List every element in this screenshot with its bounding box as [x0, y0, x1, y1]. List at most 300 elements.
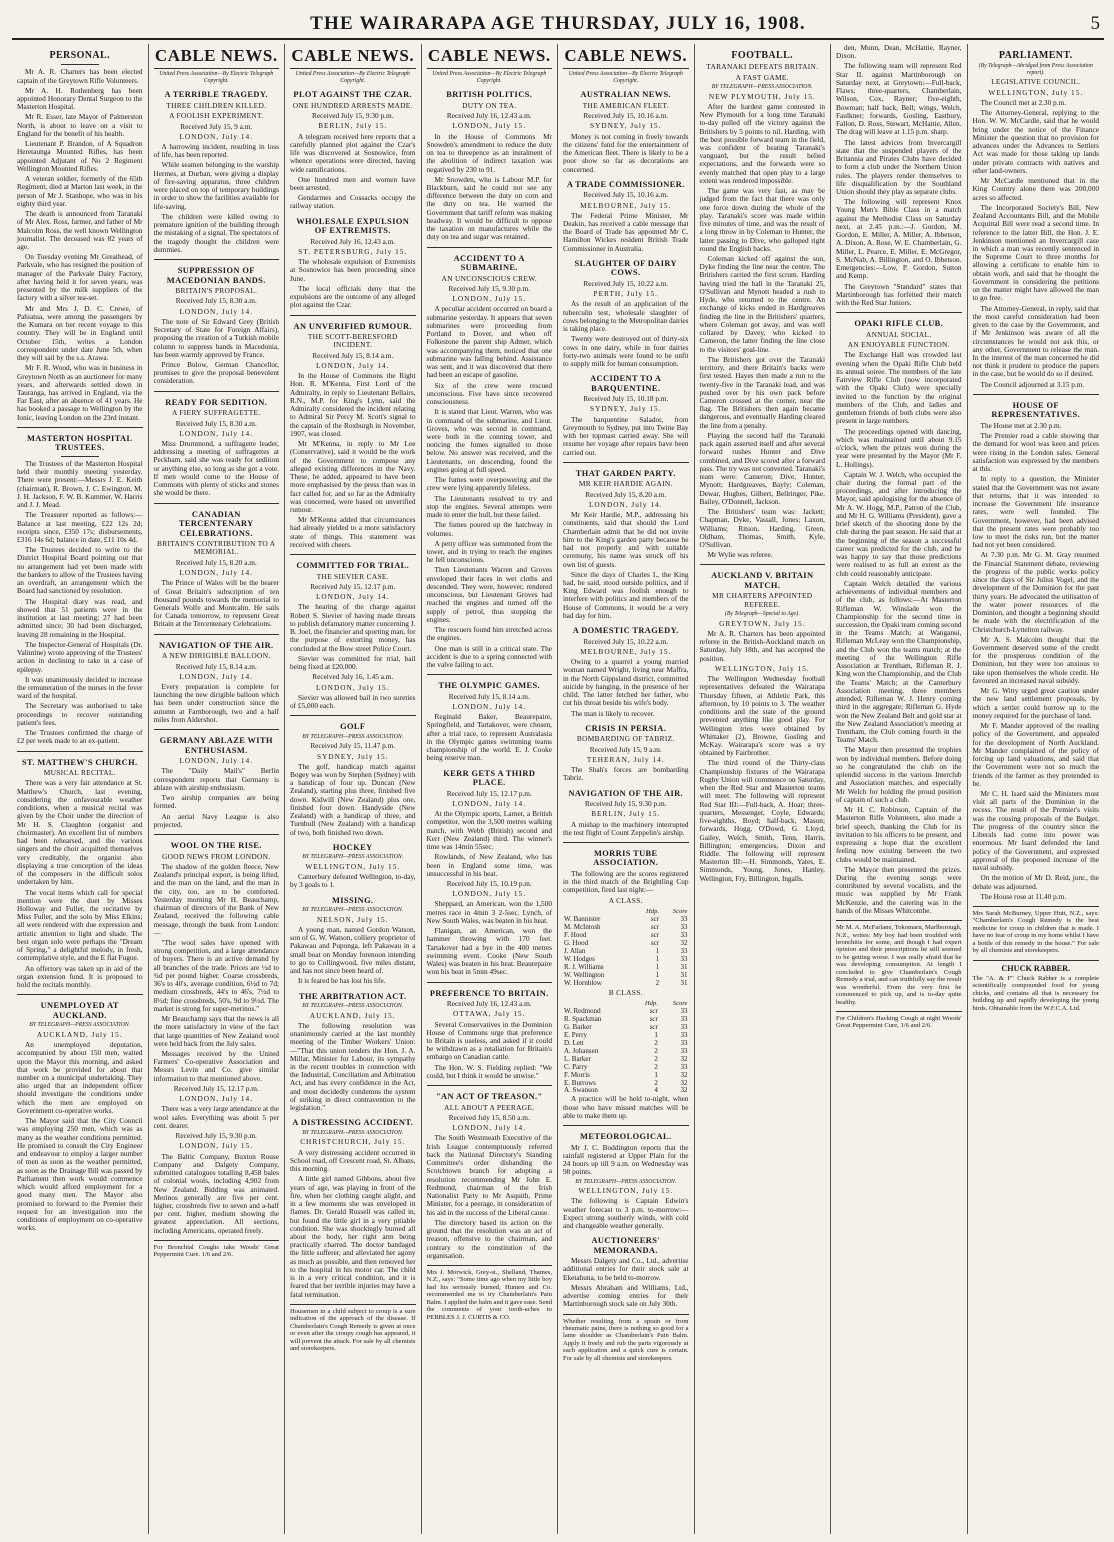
paragraph: An unemployed deputation, accompanied by about 150 men, waited upon the Mayor this morning, and asked that work be provided for about that number on a municipal undertaking. They also urged that an independent officer should investigate the conditions under which the men are employed on Government co-operative works.	[17, 1040, 143, 1115]
submarine-sub: AN UNCONSCIOUS CREW.	[441, 273, 537, 283]
paragraph: The Wellington Wednesday football representatives defeated the Wairarapa Thursday fifteen, at Athletic Park, this afternoon, by 10 points to 3. The weather conditions and the state of the ground prevented anything like good play. For Wellington tries were obtained by Whittaker (2), Browne, Gosling and McKay. Wairarapa's score was a try obtained by Fairbrother.	[699, 674, 825, 758]
advertisement-chuck-rabber	[973, 960, 1100, 1012]
masthead-title: THE WAIRARAPA AGE THURSDAY, JULY 16, 1908.	[310, 13, 806, 34]
paragraph: Rowlands, of New Zealand, who has been in England some time, was unsuccessful in his heat.	[426, 852, 552, 878]
golf-received: Received July 15, 11.47 p.m.	[310, 741, 396, 751]
auckland-items	[700, 630, 826, 663]
wool-dateline2: LONDON, July 15.	[179, 1141, 254, 1151]
parliament-byline: (By Telegraph—Abridged from Press Association report).	[978, 63, 1093, 76]
paragraph: One man is still in a critical state. The accident is due to a spring connected with the valve failing to act.	[426, 643, 552, 670]
trial-received2: Received July 16, 1.45 a.m.	[312, 672, 394, 682]
paragraph: Mr J. C. Boddington reports that the rainfall registered at Upper Plain for the 24 hours up till 9 a.m. on Wednesday was 98 points.	[563, 1142, 689, 1177]
opaki-items	[836, 351, 962, 915]
chuck-rabber-heading: CHUCK RABBER.	[1001, 963, 1071, 973]
paragraph: Mr Beauchamp says that the news is all the more satisfactory in view of the fact that large quantities of New Zealand wool were held back from the July sales.	[153, 1014, 279, 1048]
treason-sub: ALL ABOUT A PEERAGE.	[444, 1102, 535, 1112]
score-cell: A. Johansen	[564, 1046, 599, 1055]
score-cell: scr	[650, 939, 660, 948]
dairy-dateline: PERTH, July 15.	[593, 289, 658, 299]
telegraph-byline: BY TELEGRAPH—PRESS ASSOCIATION.	[302, 854, 404, 861]
paragraph: The Hospital diary was read, and showed that 51 patients were in the institution at last meeting; 27 had been admitted since; 30 had been discharged, leaving 28 remaining in the Hospital.	[17, 596, 143, 639]
met-items	[563, 1144, 689, 1177]
score-cell: W. Redmond	[564, 1007, 601, 1016]
paragraph: The vocal items which call for special mention were the duet by Misses Holloway and Fuller, the recitative by Miss Fuller, and the solo by Miss Elkins; all were rendered with due expression and artistic attention to light and shade. The best organ solo were perhaps the "Dream of Spring," a delightful melody, in fresh, contemplative style, and the E flat Fugue.	[17, 887, 143, 963]
submarine-heading: ACCIDENT TO A SUBMARINE.	[453, 253, 525, 273]
kerr-items	[427, 810, 553, 878]
paragraph: The children were killed owing to premature ignition of the building through the mistaking of a signal. The spectators of the tragedy thought the children were dummies.	[153, 211, 280, 254]
score-cell: E. Perry	[564, 1031, 587, 1040]
paragraph: In the House of Commons the Right Hon. R. M'Kenna, First Lord of the Admiralty, in reply to Lieutenant Bellairs, R.N., M.P. for King's Lynn, said the Admiralty considered the incident relating to Admiral Sir Percy M. Scott's signal to the captain of the Roxburgh in November, 1907, was closed.	[290, 371, 416, 438]
parliament-heading: PARLIAMENT.	[998, 50, 1073, 61]
unemployed-heading: UNEMPLOYED AT AUCKLAND.	[40, 1001, 119, 1020]
score-cell: W. Bannister	[564, 915, 601, 924]
met-heading: METEOROLOGICAL.	[580, 1132, 672, 1142]
telegraph-byline: BY TELEGRAPH—PRESS ASSOCIATION.	[575, 1178, 677, 1185]
macedonian-items	[154, 318, 280, 386]
score-cell: scr	[650, 923, 660, 932]
paragraph: Mr A. R. Charters has been appointed referee in the British-Auckland match on Saturday, July 18th, and has accepted the position.	[699, 628, 825, 663]
paragraph: "The wool sales have opened with strong competition, and a large attendance of buyers. There is an active demand by all branches of the trade. Prices are ½d to ¾d per pound higher. Coarse crossbreds, 36's to 40's, average condition, 6½d to 7d; medium crossbreds, 44's to 46's, 7½d to 8½d; fine crossbreds, 50's, 9d to 9½d. The market is strong for super-merinos."	[153, 937, 279, 1013]
paragraph: One hundred men and women have been arrested.	[290, 174, 416, 193]
score-cell: 31	[680, 962, 688, 971]
hockey-dateline: WELLINGTON, July 15.	[305, 861, 401, 871]
morris-class-b: B CLASS.	[608, 987, 643, 997]
advertisement: Whether resulting from a sprain or from rheumatic pains, there is nothing so good for a lame shoulder as Chamberlain's Pain Balm. Apply it freely and rub the parts vigorously at each application and a quick cure is certain. For sale by all chemists and storekeepers.	[563, 1314, 689, 1363]
paragraph: Then Lieutenants Warren and Groves enveloped their faces in wet cloths and descended. They were, however, rendered unconscious, but Lieutenant Groves had reached the engines and turned off the supply of petrol, thus stopping the engines.	[426, 565, 552, 624]
macedonian-received: Received July 15, 8.30 a.m.	[175, 296, 257, 306]
auctioneers-items	[563, 1257, 689, 1308]
paragraph: There was a very large attendance at the wool sales. Everything was about 5 per cent. dearer.	[153, 1104, 279, 1130]
politics-items	[427, 133, 553, 242]
canadian-heading: CANADIAN TERCENTENARY CELEBRATIONS.	[178, 509, 254, 538]
paragraph: Gendarmes and Cossacks occupy the railway station.	[290, 193, 416, 211]
football-items	[700, 103, 826, 560]
paragraph: The golf, handicap match against Bogey was won by Stephen (Sydney) with a handicap of four up. Duncan (New Zealand), starting plus three, finished five down. Kidwill (New Zealand) plus one, finished four down. Handyside (New Zealand) with a handicap of three, and Turnbull (New Zealand) with a handicap of two, both finished two down.	[290, 761, 416, 837]
wool-received: Received July 15, 12.17 p.m.	[173, 1083, 259, 1093]
trial-dateline2: LONDON, July 15.	[315, 682, 390, 692]
parliament-items	[973, 99, 1100, 389]
auckland-dateline2: WELLINGTON, July 15.	[714, 663, 810, 673]
masthead	[12, 8, 1104, 40]
paragraph: A mishap to the machinery interrupted the test flight of Count Zeppelin's airship.	[563, 819, 689, 837]
paragraph: The shadow of the golden fleece, New Zealand's principal export, is being lifted, and the man on the land, and the man in the city, too, are to be comforted. Yesterday morning Mr H. Beauchamp, chairman of directors of the Bank of New Zealand, received the following cable message, through the bank from London:—	[153, 861, 279, 937]
advertisement: Mrs Sarah McBurney, Upper Hutt, N.Z., says: "Chamberlain's Cough Remedy is the best medicine for croup in children that is made. I have no fear of croup in my home whilst I have a bottle of this remedy in the house." For sale by all chemists and storekeepers.	[973, 906, 1100, 955]
paragraph: Canterbury defeated Wellington, to-day, by 3 goals to 1.	[290, 872, 416, 890]
score-table-header: Score	[672, 908, 688, 916]
paragraph: While seamen belonging to the warship Hermes, at Durban, were giving a display of fire-saving apparatus, three children were placed on top of temporary buildings in order to show the facilities available for life-saving.	[153, 160, 279, 211]
trial-sub: THE SIEVIER CASE.	[316, 571, 389, 581]
paragraph: Mr McCardle mentioned that in the King Country alone there was 200,000 acres so affected.	[972, 176, 1099, 202]
score-cell: 32	[680, 939, 688, 948]
paragraph: On the motion of Mr D. Reid, junr., the debate was adjourned.	[972, 873, 1099, 891]
preference-dateline: OTTAWA, July 15.	[453, 1009, 526, 1019]
score-cell: 33	[680, 1039, 688, 1048]
paragraph: The House met at 2.30 p.m.	[980, 420, 1062, 430]
score-cell: scr	[649, 1023, 658, 1032]
score-cell: E. Burrows	[564, 1078, 596, 1087]
score-cell: scr	[650, 931, 660, 940]
domestic-items	[563, 658, 689, 718]
paragraph: It is feared he has lost his life.	[298, 976, 386, 986]
paragraph: Since the days of Charles I., the King had, he said, stood outside politics, and if King Edward was foolish enough to interfere with politics and members of the House of Commons, it would be a very bad day for him.	[563, 569, 689, 620]
paragraph: The following resolution was unanimously carried at the last monthly meeting of the Timber Workers' Union:—"That this union tenders the Hon. J. A. Millar, Minister for Labour, its sympathy in the recent troubles in connection with the Industrial, Conciliation and Arbitration Act, and has every confidence in the Act, and most decidedly condemns the system of striking in direct contravention to the legislation."	[290, 1020, 416, 1113]
garden-party-heading: THAT GARDEN PARTY.	[575, 468, 676, 478]
paragraph: The hearing of the charge against Robert S. Sievier of having made threats to publish defamatory matter concerning J. B. Joel, the financier and sporting man, for the purpose of extorting money, has concluded at the Bow street Police Court.	[290, 602, 416, 653]
telegraph-byline: BY TELEGRAPH—PRESS ASSOCIATION.	[302, 1003, 404, 1010]
press-note: United Press Association—By Electric Telegraph Copyright.	[159, 71, 274, 84]
paragraph: The Premier read a cable showing that the demand for wool was keen and prices were rising in the London sales. General satisfaction was expressed by the members at this.	[972, 431, 1099, 474]
paragraph: Mr C. H. Isard said the Ministers must visit all parts of the Dominion in the recess. The result of the Premier's visits was the rousing proposals of the Budget. The progress of the country since the Liberals had come into power was enormous. Mr Isard defended the land policy of the Government, and expressed approval of the proposed increase of the naval subsidy.	[972, 789, 1099, 873]
paragraph: The "Daily Mail's" Berlin correspondent reports that Germany is ablaze with airship enthusiasm.	[153, 766, 279, 792]
score-cell: R. J. Williams	[564, 962, 604, 971]
paragraph: The Trustees of the Masterton Hospital held their monthly meeting yesterday. There were present:—Messrs J. E. Keith (chairman), R. Brown, J. C. Ewington, M. J. H. Jackson, F. W. B. Kummer, W. Harris and J. J. Mead.	[17, 458, 143, 510]
advertisement: For Bronchial Coughs take Woods' Great Peppermint Cure. 1/6 and 2/6.	[154, 1240, 280, 1259]
score-cell: L. Barker	[564, 1054, 591, 1063]
navig-heading: NAVIGATION OF THE AIR.	[568, 788, 684, 798]
wool-dateline: LONDON, July 14.	[179, 1094, 254, 1104]
opaki-sub: ANNUAL SOCIAL.	[865, 329, 932, 339]
score-cell: R. Spackman	[564, 1015, 602, 1024]
opaki-heading: OPAKI RIFLE CLUB.	[854, 319, 944, 329]
telegraph-byline: BY TELEGRAPH—PRESS ASSOCIATION.	[302, 1129, 404, 1136]
preference-received: Received July 16, 12.43 a.m.	[446, 999, 532, 1009]
paragraph: The Britishers' team was: Jackett; Chapman, Dyke, Vassall, Jones; Laxon, Williams; Ritson, Harding, Green, Oldham, Thomas, Smith, Kyle, O'Sullivan.	[699, 507, 825, 549]
paragraph: The Inspector-General of Hospitals (Dr. Valintine) wrote approving of the Trustees' action in declining to take in a case of epilepsy.	[17, 639, 143, 674]
paragraph: A young man, named Gordon Watson, son of G. W. Watson, colliery proprietor of Pakawau and Puponga, left Pakawau in a small boat on Monday forenoon intending to go to Collingwood, five miles distant, and has not since been heard of.	[290, 924, 416, 976]
garden-party-received: Received July 15, 8.20 a.m.	[585, 489, 667, 499]
score-cell: 32	[680, 1086, 688, 1095]
tragedy-items	[154, 143, 280, 254]
paragraph: The Exchange Hall was crowded last evening when the Opaki Rifle Club held its annual soiree. The members of the late Fairview Rifle Club (now incorporated with the Opaki Club) were specially invited to the function by the original members of the Club, and ladies and gentlemen friends of both clubs were also present in large numbers.	[836, 350, 962, 426]
missing-items	[290, 926, 416, 986]
score-cell: 31	[680, 970, 688, 979]
score-cell: 1	[655, 962, 660, 971]
paragraph: At the Olympic sports, Larner, a British competitor, won the 3,500 metres walking match, with Webb (British) second and Kerr (New Zealand) third. The winner's time was 14min 55sec.	[426, 809, 552, 852]
tragedy-dateline: LONDON, July 14.	[179, 131, 254, 141]
morris-heading: MORRIS TUBE ASSOCIATION.	[593, 848, 659, 868]
paragraph: Mr A. R. Charters has been elected captain of the Greytown Rifle Volunteers.	[17, 67, 143, 85]
auckland-items2	[700, 675, 826, 883]
score-cell: 1	[655, 970, 660, 979]
column-8	[968, 44, 1105, 1534]
score-cell: A. Swanson	[564, 1086, 598, 1095]
auckland-sub: MR CHARTERS APPOINTED REFEREE.	[712, 591, 813, 609]
politics-received: Received July 16, 12.43 a.m.	[446, 111, 532, 121]
paragraph: The Federal Prime Minister, Mr Deakin, has received a cable message that the Board of Trade has appointed Mr C. Hamilton Wickes resident British Trade Commissioner in Australia.	[563, 210, 689, 253]
unemployed-items	[17, 1041, 143, 1232]
paragraph: Sievier was committed for trial, bail being fixed at £20,000.	[290, 653, 416, 672]
paragraph: Six of the crew were rescued unconscious. Five have since recovered consciousness.	[426, 380, 552, 407]
paragraph: A telegram received here reports that a carefully planned plot against the Czar's life was discovered at Sosnowice, from whence operations were directed, having wide ramifications.	[290, 131, 416, 174]
paragraph: The Trustees confirmed the charge of £2 per week made to an ex-patient.	[17, 728, 143, 746]
extremists-heading: WHOLESALE EXPULSION OF EXTREMISTS.	[296, 216, 410, 236]
extremists-dateline: ST. PETERSBURG, July 15.	[298, 246, 408, 256]
scott-heading: AN UNVERIFIED RUMOUR.	[293, 321, 412, 331]
trial-dateline: LONDON, July 14.	[315, 592, 390, 602]
persia-dateline: TEHERAN, July 14.	[586, 754, 665, 764]
score-table-header: Hdp.	[644, 999, 658, 1007]
paragraph: Miss Drummond, a suffragette leader, addressing a meeting of suffragettes at Peckham, said she was ready for sedition or anything else, so long as she got a vote. If men would come to the House of Commons with plenty of sticks and stones she would be there.	[153, 439, 279, 498]
submarine-dateline: LONDON, July 15.	[452, 294, 527, 304]
paragraph: Twenty were destroyed out of thirty-six cows in one dairy, while in four dairies forty-two animals were found to be unfit to supply milk for human consumption.	[563, 334, 689, 368]
czar-received: Received July 15, 9.30 p.m.	[312, 111, 394, 121]
paragraph: The Mayor then presented the trophies won by individual members. Before doing so he congratulated the club on the splendid success in the various Interclub and Association matches, and especially Mr Welch for holding the proud position of captain of such a club.	[836, 745, 962, 804]
wool-items	[154, 863, 280, 1083]
score-cell: 33	[680, 1046, 688, 1055]
paragraph: A very distressing accident occurred in School road, off Crescent road, St. Albans, this morning.	[290, 1147, 416, 1174]
persia-heading: CRISIS IN PERSIA.	[585, 723, 667, 733]
paragraph: Mr Wylie was referee.	[707, 550, 773, 560]
score-table-header: Hdp.	[646, 908, 660, 916]
score-cell: scr	[649, 1007, 658, 1016]
navig-received: Received July 15, 9.30 p.m.	[585, 799, 667, 809]
chuck-rabber-text: The "A. & F" Chuck Rabber is a complete scientifically compounded food for young chicks, and contains all that is necessary for building up and rapidly developing the young birds. Obtainable from the W.F.C.A. Ltd.	[972, 974, 1099, 1012]
football-sub2: A FAST GAME.	[735, 72, 789, 82]
paragraph: The Lieutenants resolved to try and stop the engines. Several attempts were made to enter the hull, but these failed.	[426, 493, 552, 520]
paragraph: The local officials deny that the expulsions are the outcome of any alleged plot against the Czar.	[290, 283, 416, 310]
page-number: 5	[1090, 13, 1100, 34]
paragraph: Flanigan, an American, won the hammer throwing with 170 feet. Tartakover had a bye in the 400 metres swimming event. Cooke (New South Wales) was beaten in his heat. Beaurepaire won his heat in 5min 49sec.	[426, 926, 552, 977]
paragraph: The Hon. W. S. Fielding replied: "We could, but I think it would be unwise."	[426, 1062, 552, 1080]
paragraph: Mr Keir Hardie, M.P., addressing his constituents, said that should the Lord Chamberlain admit that he did not invite him to the King's garden party because he had not properly and with suitable ceremony, his name was struck off his own list of guests.	[563, 510, 689, 569]
auckland-byline: (By Telegraph—Special to Age).	[724, 611, 800, 618]
column-4	[422, 44, 559, 1534]
house-heading: HOUSE OF REPRESENTATIVES.	[991, 400, 1081, 420]
score-cell: 33	[680, 915, 688, 924]
submarine-items	[427, 305, 553, 669]
paragraph: As the result of an application of the tuberculin test, wholesale slaughter of cows belonging to the Metropolitan dairies is taking place.	[563, 299, 689, 334]
column-6	[695, 44, 832, 1534]
olympic-received: Received July 15, 8.14 a.m.	[448, 691, 530, 701]
paragraph: The Council adjourned at 3.15 p.m.	[980, 379, 1085, 389]
golf-items	[290, 763, 416, 837]
score-cell: 1	[654, 1031, 658, 1040]
paragraph: The fumes poured up the hatchway in volumes.	[426, 520, 552, 538]
parliament-sub: LEGISLATIVE COUNCIL.	[991, 77, 1081, 87]
score-cell: 1	[655, 954, 660, 963]
accident-dateline: CHRISTCHURCH, July 15.	[300, 1137, 406, 1147]
score-cell: 2	[654, 1054, 658, 1063]
fleet-dateline: SYDNEY, July 15.	[590, 121, 662, 131]
paragraph: Mr F. Mander approved of the reading policy of the Government, and appealed for the development of North Auckland. Mr Mander complained of the policy of forcing up land valuations, and said that the Government were not so much the friends of the farmer as they pretended to be.	[972, 721, 1099, 788]
score-cell: F. Morris	[564, 1070, 590, 1079]
paragraph: On Tuesday evening Mr Greathead, of Parkvale, who has resigned the position of manager of the Parkvale Dairy Factory, after having held it for seven years, was presented by the milk suppliers of the factory with a silver tea-set.	[17, 252, 143, 303]
paragraph: Mr M'Kenna, in reply to Mr Lee (Conservative), said it would be the work of the Government to compose any alleged existing differences in the Navy. These, he added, appeared to have been more emphasised by the press than was in fact called for, and so far as the Admiralty was concerned, were based on unverified rumour.	[290, 439, 416, 514]
kerr-heading: KERR GETS A THIRD PLACE.	[443, 768, 536, 788]
paragraph: Messrs Dalgety and Co., Ltd., advertise additional entries for their stock sale at Eketahuna, to be held to-morrow.	[563, 1256, 689, 1282]
domestic-received: Received July 15, 10.22 a.m.	[583, 636, 669, 646]
paragraph: The man is likely to recover.	[571, 708, 655, 718]
column-2	[149, 44, 286, 1534]
score-cell: W. Wellington	[564, 970, 605, 979]
czar-items	[290, 133, 416, 211]
house-items	[973, 422, 1100, 901]
missing-dateline: NELSON, July 15.	[316, 914, 389, 924]
paragraph: The Attorney-General, replying to the Hon. W. W. McCardle, said that he would bring under the notice of the Finance Minister the question that no provision for advances under the Advances to Settlers Act was made for those taking up lands under private contracts with natives and other land-owners.	[972, 108, 1099, 175]
paragraph: After the hardest game contested in New Plymouth for a long time Taranaki to-day pulled off the victory against the Britishers by 5 points to nil. Harding, with the best possible forward team in the field, was confident of beating Taranaki's vanguard, but the result belied expectations, and the forwards were so evenly matched that open play to a large extent was rendered impossible.	[699, 101, 825, 185]
treason-items	[427, 1134, 553, 1260]
score-table-header: Score	[672, 999, 688, 1007]
politics-dateline: LONDON, July 15.	[452, 121, 527, 131]
tragedy-received: Received July 15, 9 a.m.	[180, 121, 253, 131]
paragraph: In the House of Commons Mr Snowden's amendment to reduce the duty on tea to threepence as an instalment of the abolition of indirect taxation was negatived by 230 to 91.	[426, 131, 552, 174]
score-cell: J. Allan	[564, 947, 586, 956]
score-cell: F. Hood	[564, 931, 587, 940]
met-items2	[563, 1197, 689, 1230]
stmatthews-sub: MUSICAL RECITAL.	[43, 768, 116, 778]
paragraph: Mr M'Kenna added that circumstances had already yielded to a more satisfactory state of things. This statement was received with cheers.	[290, 515, 416, 549]
score-cell: 1	[654, 1070, 658, 1079]
opaki-sub2: AN ENJOYABLE FUNCTION.	[847, 340, 950, 350]
advertisement: Housemen in a child subject to croup is a sure indication of the approach of the disease. If Chamberlain's Cough Remedy is given at once or even after the croupy cough has appeared, it will prevent the attack. For sale by all chemists and storekeepers.	[290, 1304, 416, 1353]
score-table-b	[563, 999, 689, 1095]
column-1	[12, 44, 149, 1534]
preference-heading: PREFERENCE TO BRITAIN.	[429, 988, 549, 998]
paragraph: Mr A. S. Malcolm thought that the Government deserved some of the credit for the prosperous condition of the Dominion, but they were too anxious to take upon themselves the whole credit. He favoured an increased naval subsidy.	[972, 634, 1099, 685]
paragraph: Mr R. Esser, late Mayor of Palmerston North, is about to leave on a visit to England for the benefit of his health.	[17, 112, 143, 138]
fleet-sub: THE AMERICAN FLEET.	[582, 100, 669, 110]
paragraph: Two airship companies are being formed.	[153, 793, 279, 811]
morris-intro: The following are the scores registered in the third match of the Brightling Cup competition, fired last night:—	[563, 868, 689, 895]
paragraph: The note of Sir Edward Grey (British Secretary of State for Foreign Affairs), proposing the creation of a Turkish mobile column to suppress bands in Macedonia, has been warmly approved by France.	[153, 316, 279, 359]
paragraph: Sheppard, an American, won the 1,500 metres race in 4min 3 2-5sec. Lynch, of New South Wales, was beaten in his heat.	[426, 899, 552, 925]
press-note: United Press Association—By Electric Telegraph Copyright.	[432, 71, 547, 84]
paragraph: Owing to a quarrel a young married woman named Wright, living near Maffra, in the North Gippsland district, committed suicide by hanging, in the presence of her child. The latter fetched her father, who cut his throat beside his wife's body.	[563, 657, 689, 708]
paragraph: The South Westmeath Executive of the Irish League contemptuously referred back the National Directory's Standing Committee's order disbanding the Scotchtown branch for adopting a resolution recommending Mr John E. Redmond, chairman of the Irish Nationalist Party to Mr Asquith, Prime Minister, for a peerage, in consideration of his aid in the success of the Liberal cause.	[426, 1133, 552, 1217]
morris-class-a: A CLASS.	[608, 895, 643, 905]
airship-received: Received July 15, 8.14 a.m.	[175, 661, 257, 671]
paragraph: The Prince of Wales will be the bearer of Great Britain's subscription of ten thousand pounds towards the memorial to Generals Wolfe and Montcalm. He sails for Canada tomorrow, to represent Great Britain at the Tercentenary Celebrations.	[153, 578, 279, 629]
germany-heading: GERMANY ABLAZE WITH ENTHUSIASM.	[159, 736, 273, 755]
paragraph: The wholesale expulsion of Extremists at Sosnowice has been proceeding since June.	[290, 257, 416, 283]
paragraph: The Britishers got over the Taranaki territory, and there Britain's backs were first tested. Hayes then made a run to the twenty-five in the Taranaki lead, and was pushed over by his own pack before Cameron crossed at the corner, near the flag. The Britishers then again became dangerous, and eventually Harding cleared the line from a penalty.	[699, 354, 825, 430]
barque-items	[563, 416, 689, 457]
olympic-dateline: LONDON, July 14.	[452, 702, 527, 712]
olympic-items	[427, 713, 553, 762]
airship-items	[154, 683, 280, 724]
score-cell: 2	[654, 1039, 658, 1048]
scott-dateline: LONDON, July 14.	[315, 361, 390, 370]
score-cell: 33	[680, 947, 688, 956]
paragraph: The latest advices from Invercargill state that the suspended players of the Britannia and Pirates Clubs have decided to form a club under the Northern Union rules. The players render themselves to life disqualification by the Southland Union should they play as separate clubs.	[836, 137, 962, 196]
paragraph: Reginald Baker, Beaurepaire, Springfield, and Tartakover, were chosen, after a trial race, to represent Australasia in the Olympic games swimming teams championship of the world. E. J. Cooke being reserve man.	[426, 712, 552, 763]
suffragette-dateline: LONDON, July 14.	[179, 428, 254, 438]
suffragette-heading: READY FOR SEDITION.	[165, 397, 268, 407]
teams-items	[836, 44, 962, 307]
column-3	[285, 44, 422, 1534]
paragraph: Mr F. R. Wood, who was in business in Greytown North as an auctioneer for many years, and afterwards settled down in Tauranga, has arrived in England, via the Far East, after an absence of 41 years. He has booked a passage to Wellington by the Ionic, leaving London on the 23rd instant.	[17, 363, 143, 422]
column-5	[558, 44, 695, 1534]
auctioneers-heading: AUCTIONEERS' MEMORANDA.	[591, 1236, 661, 1255]
morris-outro: A practice will be held to-night, when those who have missed matches will be able to make them up.	[563, 1094, 689, 1120]
fleet-items	[563, 133, 689, 174]
stmatthews-heading: ST. MATTHEW'S CHURCH.	[21, 757, 138, 767]
paragraph: An aerial Navy League is also projected.	[153, 811, 279, 829]
garden-party-dateline: LONDON, July 14.	[588, 499, 663, 509]
paragraph: Captain W. J. Welch, who occupied the chair during the formal part of the proceedings, and after introducing the Mayor, said apologising for the absence of Mr A. W. Hogg, M.P., Patron of the Club, and Mr H. G. Williams (President), gave a brief sketch of the shooting done by the club during the past season. He said that at the beginning of the season a successful career was predicted for the club, and he was happy to say that those predictions were realised to as full an extent as the club could reasonably anticipate.	[836, 469, 962, 578]
kerr-received2: Received July 15, 10.19 p.m.	[446, 878, 532, 888]
trial-received: Received July 15, 12.17 p.m.	[310, 582, 396, 591]
paragraph: Mr Snowden, who is Labour M.P. for Blackburn, said he could not see any difference between the duty on corn and the duty on tea. He warned the Government that tariff reform was making headway. It would be difficult to oppose the taxation on manufactures while the duty on tea and sugar was retained.	[426, 174, 552, 242]
macedonian-heading: SUPPRESSION OF MACEDONIAN BANDS.	[166, 266, 266, 285]
paragraph: The Treasurer reported as follows:—Balance at last meeting, £22 12s 2d; receipts since, £350 17s; disbursements, £316 14s 6d; balance in date, £11 10s 4d.	[17, 510, 143, 544]
paragraph: The Baltic Company, Buxton Rouse Company and Dalgety Company, submitted catalogues totalling 8,458 bales of colonial wools, including 4,902 from New Zealand. Bidding was animated. Merinos generally are five per cent. higher, crossbreds five to seven and a-half per cent. higher, medium showing the greatest appreciation. All sections, including Americans, operated freely.	[153, 1151, 279, 1235]
paragraph: Prince Bulow, German Chancellor, promises to give the proposal benevolent consideration.	[153, 359, 279, 386]
scott-items	[290, 372, 416, 549]
golf-heading: GOLF	[340, 722, 366, 732]
dairy-items	[563, 300, 689, 368]
arbitration-items	[290, 1022, 416, 1113]
advertisement: Mr M. A. McFarlane, Tokomaru, Marlborough, N.Z., writes: My boy had been troubled with bronchitis for some, and though I had expert opinion and their prescriptions he still seemed to be getting worse. I was really afraid that he was developing consumption. At length I concluded to give Chamberlain's Cough Remedy a trial, and can truthfully say the result was wonderful. From the very first he commenced to pick up, and is to-day quite healthy.	[836, 920, 962, 1006]
telegraph-byline: BY TELEGRAPH—PRESS ASSOCIATION.	[29, 1022, 131, 1029]
paragraph: Several Conservatives in the Dominion House of Commons urge that preference to Britain is useless, and asked if it could be withdrawn as a retaliation for Britain's embargo on Canadian cattle.	[426, 1019, 552, 1062]
score-cell: G. Hood	[564, 939, 589, 948]
score-cell: scr	[650, 915, 660, 924]
stmatthews-items	[17, 779, 143, 989]
score-cell: 2	[654, 1078, 658, 1087]
paragraph: Mr A. H. Rothenberg has been appointed Honorary Dental Surgeon to the Masterton Hospital.	[17, 85, 143, 112]
kerr-dateline2: LONDON, July 15.	[452, 889, 527, 899]
paragraph: Every preparation is complete for launching the new dirigible balloon which has been under construction since the autumn at Farnborough, two and a half miles from Aldershot.	[153, 682, 279, 724]
score-cell: 2	[655, 978, 660, 987]
auckland-dateline: GREYTOWN, July 15.	[719, 618, 806, 628]
columns	[12, 44, 1104, 1534]
press-note: United Press Association—By Electric Telegraph Copyright.	[295, 71, 410, 84]
extremists-received: Received July 16, 12.43 a.m.	[310, 236, 396, 246]
navig-dateline: BERLIN, July 15.	[591, 809, 661, 819]
score-cell: 32	[680, 1078, 688, 1087]
score-cell: G. Barker	[564, 1023, 592, 1032]
dairy-received: Received July 15, 10.22 a.m.	[583, 278, 669, 288]
paragraph: The fumes were overpowering and the crew were lying apparently lifeless.	[426, 475, 552, 493]
telegraph-byline: BY TELEGRAPH—PRESS ASSOCIATION.	[302, 907, 404, 914]
column-7	[831, 44, 968, 1534]
paragraph: The game was very fast, as may be judged from the fact that there was only one force down during the whole of the play. Taranaki's score was made within five minutes of time, and was the result of a long throw in by Coleman to Hunter, the latter passing to Dive, who galloped right round the English backs.	[699, 186, 825, 253]
score-cell: 2	[654, 1062, 658, 1071]
met-dateline: WELLINGTON, July 15.	[578, 1186, 674, 1196]
paragraph: The barquentine Salador, from Greymouth to Sydney, put into Twine Bay with her topmast carried away. She will resume her voyage after repairs have been carried out.	[563, 414, 689, 457]
czar-sub: ONE HUNDRED ARRESTS MADE.	[292, 100, 413, 110]
suffragette-items	[154, 440, 280, 498]
parliament-dateline: WELLINGTON, July 15.	[988, 87, 1084, 97]
airship-sub: A NEW DIRIGIBLE BALLOON.	[162, 651, 271, 661]
kerr-dateline: LONDON, July 14.	[452, 798, 527, 808]
paragraph: Messrs Abraham and Williams, Ltd., advertise coming entries for their Martinborough stock sale on July 30th.	[563, 1282, 689, 1309]
hockey-items	[290, 873, 416, 889]
paragraph: The death is announced from Taranaki of Mr Alex. Ross, farmer, and father of Mr Malcolm Ross, the well known Wellington journalist. The deceased was 82 years of age.	[17, 209, 143, 251]
barque-received: Received July 15, 10.18 p.m.	[583, 394, 669, 404]
suffragette-received: Received July 15, 8.30 a.m.	[175, 418, 257, 428]
hockey-heading: HOCKEY	[332, 842, 373, 852]
paragraph: Coleman kicked off against the sun, Dyke finding the line near the centre. The Britishers carried the first scrum. Harding having tried the ball in the Taranaki 25, O'Sullivan and Mynott headed a rush to Hyde, who returned to the centre. An exchange of kicks ended in Hardgreaves finding the line in the Britishers' quarters, where Coleman got away, and was well collared by Davey, who kicked to Cameron, the latter finding the line close to the visitors' goal-line.	[699, 254, 825, 354]
score-cell: 1	[655, 947, 660, 956]
paragraph: Lieutenant P. Brandon, of A Squadron Heretaunga Mounted Rifles, has been appointed Adjutant of No 2 Regiment Wellington Mounted Rifles.	[17, 139, 143, 173]
press-note: United Press Association—By Electric Telegraph Copyright.	[568, 71, 683, 84]
arbitration-heading: THE ARBITRATION ACT.	[298, 991, 407, 1001]
paragraph: The Mayor then presented the prizes. During the evening songs were contributed by several vocalists, and the music was supplied by Mr Frank McKenzie, and the catering was in the hands of the Misses Whitcombe.	[836, 864, 962, 915]
paragraph: The directory based its action on the ground that the resolution was an act of treason, offensive to the chairman, and contrary to the constitution of the organisation.	[426, 1217, 552, 1260]
advertisement: For Children's Hacking Cough at night Woods' Great Peppermint Cure, 1/6 and 2/6.	[836, 1011, 962, 1030]
olympic-heading: THE OLYMPIC GAMES.	[438, 681, 541, 691]
football-heading: FOOTBALL.	[731, 50, 794, 61]
germany-dateline: LONDON, July 14.	[179, 756, 254, 766]
paragraph: It is stated that Lieut. Warren, who was in command of the submarine, and Lieut. Groves, who was second in command, were both in the conning tower, and noticing the fumes signalled to those below. No answer was received, and the Lieutenants, on descending, found the engines going at full speed.	[426, 407, 552, 474]
score-cell: 33	[680, 954, 688, 963]
paragraph: At 7.30 p.m. Mr G. M. Gray resumed the Financial Statement debate, reviewing the progress of the public works policy since the days of Sir Julius Vogel, and the development of the Dominion for the past thirty years. He advocated the utilisation of the water power resources of the Dominion, and thought a beginning should be made with the electrification of the Christchurch-Lyttelton railway.	[972, 550, 1099, 634]
score-cell: M. McIntosh	[564, 923, 601, 932]
arbitration-dateline: AUCKLAND, July 15.	[309, 1010, 396, 1020]
submarine-received: Received July 15, 9.30 p.m.	[448, 283, 530, 293]
